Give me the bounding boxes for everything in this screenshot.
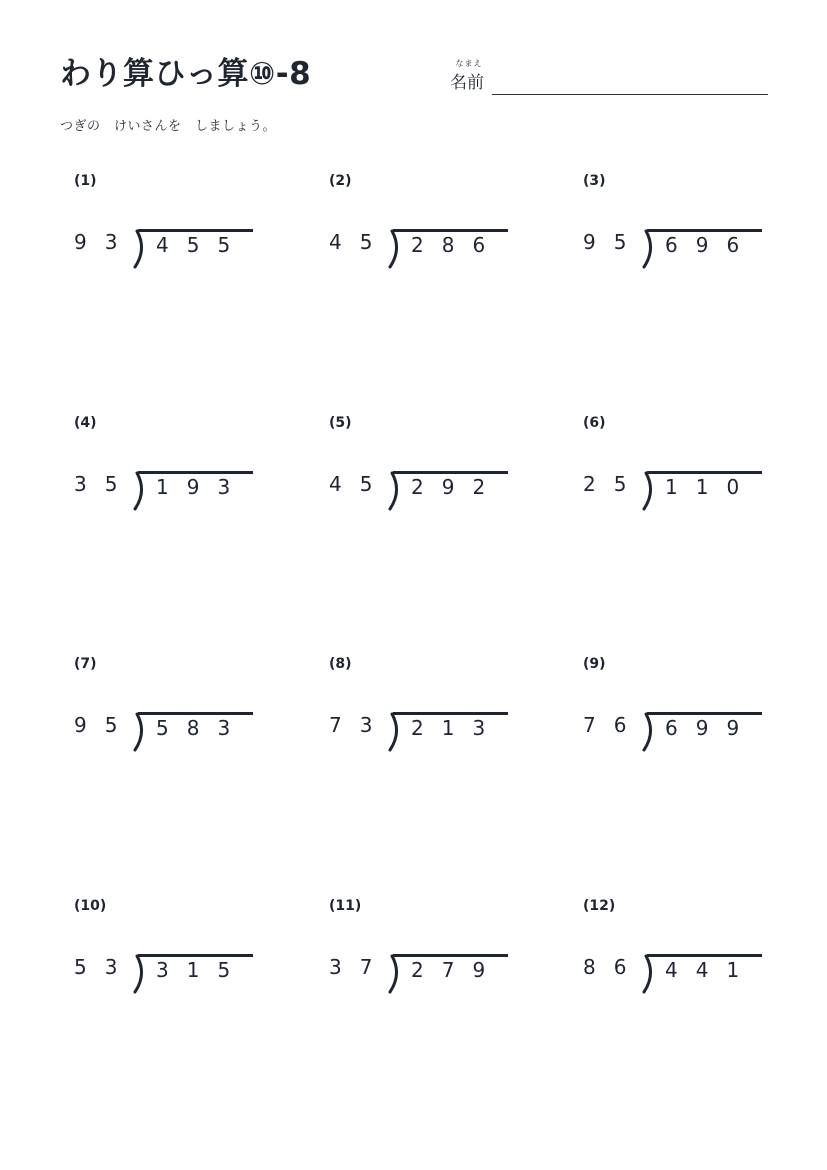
divisor: 76 bbox=[583, 713, 645, 737]
divisor: 95 bbox=[74, 713, 136, 737]
division-bracket bbox=[132, 229, 146, 269]
division-problem bbox=[74, 173, 274, 283]
problem-number: (11) bbox=[329, 898, 362, 914]
divisor: 35 bbox=[74, 472, 136, 496]
division-problem bbox=[583, 656, 783, 766]
division-overline bbox=[647, 471, 762, 474]
division-bracket bbox=[387, 229, 401, 269]
dividend: 696 bbox=[665, 233, 758, 257]
divisor: 93 bbox=[74, 230, 136, 254]
division-bracket bbox=[387, 712, 401, 752]
dividend: 315 bbox=[156, 958, 249, 982]
dividend: 292 bbox=[411, 475, 504, 499]
problem-number: (7) bbox=[74, 656, 97, 672]
division-overline bbox=[393, 712, 508, 715]
dividend: 286 bbox=[411, 233, 504, 257]
problem-number: (10) bbox=[74, 898, 107, 914]
division-problem bbox=[583, 898, 783, 1008]
divisor: 45 bbox=[329, 230, 391, 254]
problem-number: (3) bbox=[583, 173, 606, 189]
divisor: 25 bbox=[583, 472, 645, 496]
problem-number: (9) bbox=[583, 656, 606, 672]
dividend: 279 bbox=[411, 958, 504, 982]
divisor: 53 bbox=[74, 955, 136, 979]
division-bracket bbox=[132, 712, 146, 752]
dividend: 441 bbox=[665, 958, 758, 982]
dividend: 193 bbox=[156, 475, 249, 499]
division-overline bbox=[393, 471, 508, 474]
page-title: わり算ひっ算⑩-8 bbox=[60, 56, 312, 92]
division-overline bbox=[647, 954, 762, 957]
division-bracket bbox=[641, 712, 655, 752]
problem-number: (5) bbox=[329, 415, 352, 431]
division-bracket bbox=[641, 229, 655, 269]
divisor: 37 bbox=[329, 955, 391, 979]
dividend: 583 bbox=[156, 716, 249, 740]
division-overline bbox=[138, 471, 253, 474]
divisor: 73 bbox=[329, 713, 391, 737]
divisor: 95 bbox=[583, 230, 645, 254]
problem-number: (1) bbox=[74, 173, 97, 189]
name-label: 名前 bbox=[450, 73, 484, 93]
division-bracket bbox=[132, 471, 146, 511]
division-overline bbox=[647, 229, 762, 232]
name-ruby: なまえ bbox=[455, 59, 483, 68]
dividend: 455 bbox=[156, 233, 249, 257]
dividend: 110 bbox=[665, 475, 758, 499]
division-problem bbox=[583, 415, 783, 525]
divisor: 45 bbox=[329, 472, 391, 496]
problem-number: (2) bbox=[329, 173, 352, 189]
division-bracket bbox=[641, 954, 655, 994]
division-problem bbox=[74, 656, 274, 766]
division-overline bbox=[393, 229, 508, 232]
division-problem bbox=[583, 173, 783, 283]
instruction-text: つぎの けいさんを しましょう。 bbox=[60, 119, 277, 134]
division-problem bbox=[329, 898, 529, 1008]
division-overline bbox=[138, 712, 253, 715]
division-overline bbox=[393, 954, 508, 957]
divisor: 86 bbox=[583, 955, 645, 979]
division-problem bbox=[74, 898, 274, 1008]
name-write-line[interactable] bbox=[492, 94, 768, 95]
division-overline bbox=[138, 954, 253, 957]
division-problem bbox=[329, 656, 529, 766]
problem-number: (8) bbox=[329, 656, 352, 672]
division-overline bbox=[138, 229, 253, 232]
division-problem bbox=[329, 173, 529, 283]
problem-number: (12) bbox=[583, 898, 616, 914]
division-problem bbox=[329, 415, 529, 525]
division-overline bbox=[647, 712, 762, 715]
division-bracket bbox=[387, 471, 401, 511]
dividend: 699 bbox=[665, 716, 758, 740]
problem-number: (4) bbox=[74, 415, 97, 431]
division-bracket bbox=[641, 471, 655, 511]
division-bracket bbox=[132, 954, 146, 994]
dividend: 213 bbox=[411, 716, 504, 740]
division-problem bbox=[74, 415, 274, 525]
problem-number: (6) bbox=[583, 415, 606, 431]
division-bracket bbox=[387, 954, 401, 994]
name-field[interactable] bbox=[450, 58, 770, 98]
